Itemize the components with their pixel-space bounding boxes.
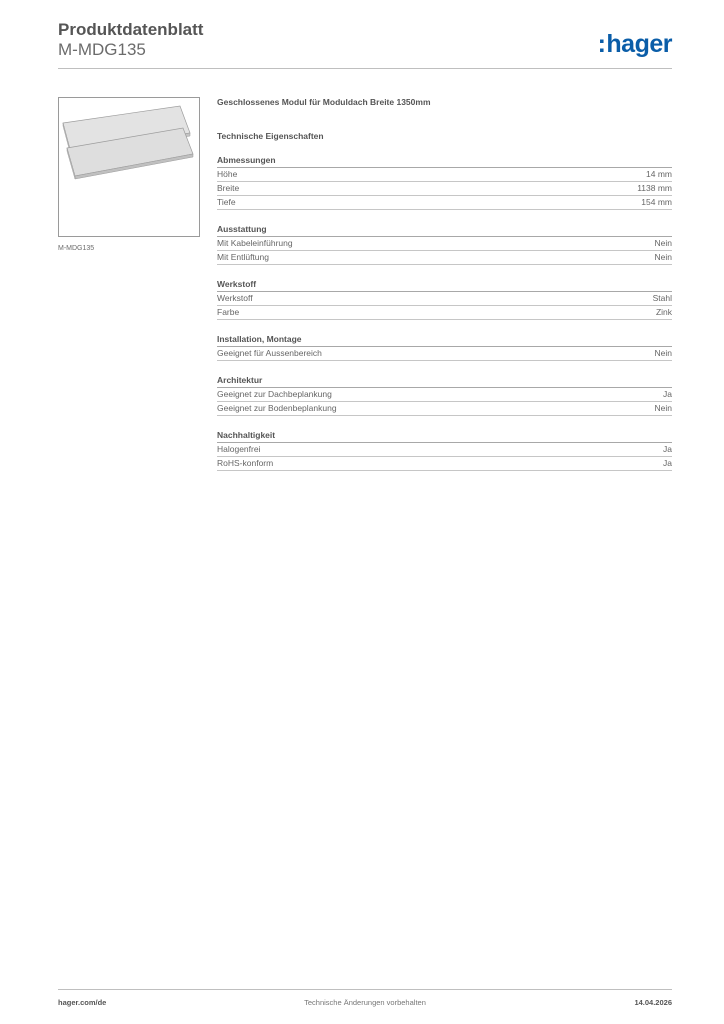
header-divider: [58, 68, 672, 69]
document-title: Produktdatenblatt: [58, 20, 204, 39]
spec-row: [217, 306, 672, 320]
spec-value: Ja: [663, 389, 672, 399]
spec-row: [217, 182, 672, 196]
spec-section: [217, 279, 672, 320]
product-description: Geschlossenes Modul für Moduldach Breite 1350mm: [217, 97, 431, 107]
product-panel-illustration: [59, 98, 199, 236]
spec-section-title: Ausstattung: [217, 224, 672, 237]
specification-sections: [217, 155, 672, 471]
specification-content: [217, 96, 672, 471]
product-image: [58, 97, 200, 237]
spec-label: Halogenfrei: [217, 444, 261, 454]
spec-value: 154 mm: [641, 197, 672, 207]
spec-value: Nein: [654, 403, 672, 413]
spec-section-title: Architektur: [217, 375, 672, 388]
spec-label: Geeignet für Aussenbereich: [217, 348, 322, 358]
spec-value: Nein: [654, 348, 672, 358]
spec-label: Mit Kabeleinführung: [217, 238, 293, 248]
product-image-caption: M-MDG135: [58, 245, 95, 252]
spec-label: Geeignet zur Bodenbeplankung: [217, 403, 337, 413]
spec-value: 1138 mm: [637, 183, 672, 193]
spec-value: Ja: [663, 458, 672, 468]
spec-label: Höhe: [217, 169, 238, 179]
hager-logo: :hager: [597, 30, 672, 58]
spec-value: 14 mm: [646, 169, 672, 179]
product-code: M-MDG135: [58, 40, 146, 59]
spec-section-title: Abmessungen: [217, 155, 672, 168]
spec-section: [217, 155, 672, 210]
spec-section-title: Werkstoff: [217, 279, 672, 292]
logo-text: hager: [606, 30, 672, 58]
spec-row: [217, 402, 672, 416]
spec-label: Tiefe: [217, 197, 236, 207]
footer-notice: Technische Änderungen vorbehalten: [304, 998, 426, 1007]
spec-label: Farbe: [217, 307, 240, 317]
spec-row: [217, 443, 672, 457]
spec-value: Stahl: [652, 293, 672, 303]
spec-row: [217, 388, 672, 402]
spec-section: [217, 334, 672, 361]
spec-row: [217, 347, 672, 361]
spec-label: Mit Entlüftung: [217, 252, 269, 262]
document-footer: [58, 998, 672, 1010]
spec-label: Geeignet zur Dachbeplankung: [217, 389, 332, 399]
spec-section-title: Installation, Montage: [217, 334, 672, 347]
spec-label: Breite: [217, 183, 240, 193]
spec-value: Ja: [663, 444, 672, 454]
spec-row: [217, 237, 672, 251]
footer-divider: [58, 989, 672, 990]
document-header: [58, 20, 672, 60]
footer-website: hager.com/de: [58, 998, 107, 1007]
spec-label: RoHS-konform: [217, 458, 274, 468]
spec-section: [217, 375, 672, 416]
spec-value: Nein: [654, 252, 672, 262]
spec-row: [217, 292, 672, 306]
spec-row: [217, 168, 672, 182]
technical-properties-heading: Technische Eigenschaften: [217, 131, 324, 141]
spec-row: [217, 196, 672, 210]
spec-section: [217, 430, 672, 471]
footer-date: 14.04.2026: [634, 998, 672, 1007]
spec-value: Nein: [654, 238, 672, 248]
spec-value: Zink: [655, 307, 672, 317]
spec-label: Werkstoff: [217, 293, 253, 303]
spec-section-title: Nachhaltigkeit: [217, 430, 672, 443]
spec-section: [217, 224, 672, 265]
spec-row: [217, 251, 672, 265]
spec-row: [217, 457, 672, 471]
